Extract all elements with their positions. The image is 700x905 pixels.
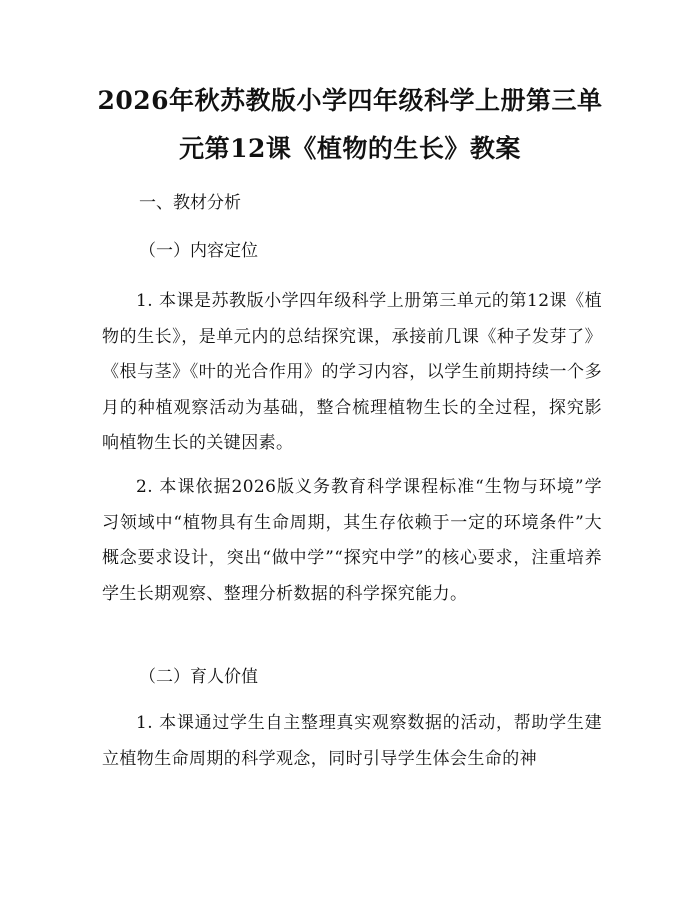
paragraph-2: 2. 本课依据2026版义务教育科学课程标准“生物与环境”学习领域中“植物具有生命周期，其生存依赖于一定的环境条件”大概念要求设计，突出“做中学”“探究中学”的核心要求，注重培养学生长期观察、整理分析数据的科学探究能力。 — [102, 477, 602, 604]
document-title-line-1: 2026年秋苏教版小学四年级科学上册第三单 — [97, 86, 603, 115]
section-heading-textbook-analysis: 一、教材分析 — [139, 193, 241, 213]
subsection-heading-educational-value: （二）育人价值 — [139, 667, 258, 687]
subsection-heading-content-positioning: （一）内容定位 — [139, 241, 258, 261]
paragraph-3: 1. 本课通过学生自主整理真实观察数据的活动，帮助学生建立植物生命周期的科学观念，同时引导学生体会生命的神 — [102, 713, 602, 769]
document-title-line-2: 元第12课《植物的生长》教案 — [179, 134, 521, 163]
paragraph-1: 1. 本课是苏教版小学四年级科学上册第三单元的第12课《植物的生长》，是单元内的总结探究课，承接前几课《种子发芽了》《根与茎》《叶的光合作用》的学习内容，以学生前期持续一个多月的种植观察活动为基础，整合梳理植物生长的全过程，探究影响植物生长的关键因素。 — [102, 291, 602, 453]
